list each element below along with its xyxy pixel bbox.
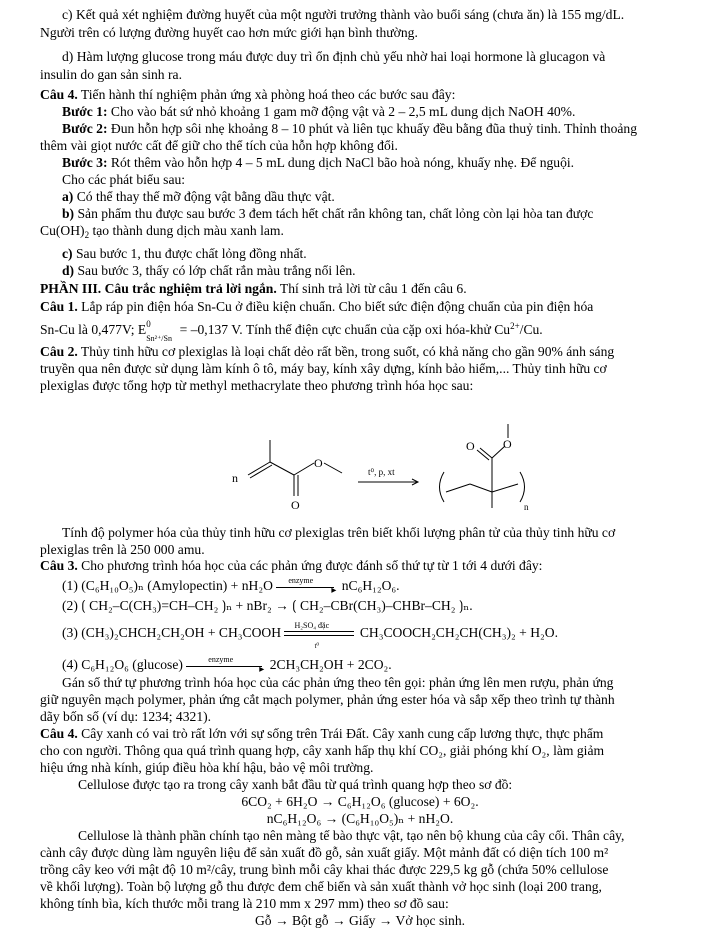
text-line: giữ nguyên mạch polymer, phản ứng cắt mạch polymer, phản ứng ester hóa và sắp xếp theo trình tự thành (40, 692, 615, 707)
text-line: Sn-Cu là 0,477V; E 0 Sn²⁺/Sn = –0,137 V. Tính thế điện cực chuẩn của cặp oxi hóa-khử $Cu^{2+}/Cu$. (40, 319, 543, 343)
text-line: c) Kết quả xét nghiệm đường huyết của một người trưởng thành vào buổi sáng (chưa ăn) là 155 mg/dL. (62, 7, 625, 22)
part3-question-3: Câu 3. Cho phương trình hóa học của các phản ứng được đánh số thứ tự từ 1 tới 4 dưới đây: (40, 558, 543, 573)
text-line: về khối lượng). Toàn bộ lượng gỗ thu được đem chế biến và sản xuất thành vở học sinh (loại 200 trang, (40, 879, 602, 894)
text-line: thêm vài giọt nước cất để giữ cho thể tích của hỗn hợp không đổi. (40, 138, 398, 153)
arrow-equilibrium: H₂SO₄ đặc t⁰ (284, 627, 356, 641)
statement-d: d) Sau bước 3, thấy có lớp chất rắn màu trắng nổi lên. (62, 263, 356, 278)
text-line: Cellulose là thành phần chính tạo nên màng tế bào thực vật, tạo nên bộ khung của cây cối. Thân cây, (78, 828, 625, 843)
part3-question-4: Câu 4. Cây xanh có vai trò rất lớn với sự sống trên Trái Đất. Cây xanh cung cấp lương thực, thực phẩm (40, 726, 604, 741)
n-coefficient: n (232, 471, 238, 485)
question-4-heading: Câu 4. Tiến hành thí nghiệm phản ứng xà phòng hoá theo các bước sau đây: (40, 87, 456, 102)
text-line: Gán số thứ tự phương trình hóa học của các phản ứng theo tên gọi: phản ứng lên men rượu, phản ứng (62, 675, 614, 690)
step-1: Bước 1: Cho vào bát sứ nhỏ khoảng 1 gam mỡ động vật và 2 – 2,5 mL dung dịch NaOH 40%. (62, 104, 576, 119)
text-line: cành cây được dùng làm nguyên liệu để sản xuất đồ gỗ, sản xuất giấy. Một mảnh đất có diện tích 100 m² (40, 845, 609, 860)
reaction-arrow (358, 479, 418, 485)
text-line: Người trên có lượng đường huyết cao hơn mức giới hạn bình thường. (40, 25, 418, 40)
ether-oxygen-left: O (314, 456, 323, 470)
statement-b: b) Sản phẩm thu được sau bước 3 đem tách hết chất rắn không tan, chất lỏng còn lại hòa tan được (62, 206, 594, 221)
polymer-structure (440, 424, 525, 508)
text-line: Cellulose được tạo ra trong cây xanh bắt đầu từ quá trình quang hợp theo sơ đồ: (78, 777, 513, 792)
equation-cellulose: nC₆H₁₂O₆ → (C₆H₁₀O₅)ₙ + nH₂O. (266, 811, 454, 826)
text-line: hiệu ứng nhà kính, giúp điều hòa khí hậu, bảo vệ môi trường. (40, 760, 374, 775)
part3-question-1: Câu 1. Lắp ráp pin điện hóa Sn-Cu ở điều kiện chuẩn. Cho biết sức điện động chuẩn của pin điện hóa (40, 299, 594, 314)
carbonyl-oxygen-left: O (291, 498, 300, 512)
ether-oxygen-right: O (503, 437, 512, 451)
step-2: Bước 2: Đun hỗn hợp sôi nhẹ khoảng 8 – 10 phút và liên tục khuấy đều bằng đũa thuỷ tinh. Thỉnh thoảng (62, 121, 637, 136)
part3-question-2: Câu 2. Thủy tinh hữu cơ plexiglas là loại chất dẻo rất bền, trong suốt, có khả năng cho gần 90% ánh sáng (40, 344, 615, 359)
text-line: $Cu(OH)_2$ tạo thành dung dịch màu xanh lam. (40, 223, 284, 240)
carbonyl-oxygen-right: O (466, 439, 475, 453)
text-line: Tính độ polymer hóa của thủy tinh hữu cơ plexiglas trên biết khối lượng phân tử của thủy tinh hữu cơ (62, 525, 616, 540)
text-line: insulin do gan sản sinh ra. (40, 67, 182, 82)
statement-a: a) Có thể thay thế mỡ động vật bằng dầu thực vật. (62, 189, 335, 204)
reaction-4: (4) C₆H₁₂O₆ (glucose) enzyme ▸ 2CH₃CH₂OH + 2CO₂. (62, 654, 392, 675)
equation-photosynthesis: 6CO₂ + 6H₂O → C₆H₁₂O₆ (glucose) + 6O₂. (241, 794, 479, 809)
production-chain: Gỗ → Bột gỗ → Giấy → Vở học sinh. (254, 913, 466, 928)
part-3-heading: PHẦN III. Câu trắc nghiệm trả lời ngắn. Thí sinh trả lời từ câu 1 đến câu 6. (40, 281, 467, 296)
arrow-enzyme-1: enzyme ▸ (276, 581, 338, 593)
step-3: Bước 3: Rót thêm vào hỗn hợp 4 – 5 mL dung dịch NaCl bão hoà nóng, khuấy nhẹ. Để nguội. (62, 155, 575, 170)
reaction-2: (2) ⟮ CH₂–C(CH₃)=CH–CH₂ ⟯ₙ + nBr₂ → ⟮ CH₂–CBr(CH₃)–CHBr–CH₂ ⟯ₙ. (62, 598, 473, 613)
reaction-3: (3) (CH₃)₂CHCH₂CH₂OH + CH₃COOH H₂SO₄ đặc t⁰ CH₃COOCH₂CH₂CH(CH₃)₂ + H₂O. (62, 620, 558, 650)
text-line: cho con người. Thông qua quá trình quang hợp, cây xanh hấp thụ khí CO₂, giải phóng khí O₂, làm giảm (40, 743, 605, 758)
arrow-enzyme-4: enzyme ▸ (186, 660, 266, 672)
polymer-n-subscript: n (524, 502, 529, 512)
reaction-1: (1) (C₆H₁₀O₅)ₙ (Amylopectin) + nH₂O enzyme ▸ nC₆H₁₂O₆. (62, 575, 400, 596)
text-line: dãy bốn số (ví dụ: 1234; 4321). (40, 709, 212, 724)
text-line: plexiglas trên là 250 000 amu. (40, 542, 205, 557)
text-line: plexiglas được tổng hợp từ methyl methacrylate theo phương trình hóa học sau: (40, 378, 474, 393)
text-line: không tính bìa, kích thước mỗi trang là 210 mm x 297 mm) theo sơ đồ sau: (40, 896, 449, 911)
reaction-conditions: t⁰, p, xt (368, 467, 395, 477)
text-line: trồng cây keo với mật độ 10 m²/cây, trung bình mỗi cây khai thác được 229,5 kg gỗ (chứa 50% cellulose (40, 862, 609, 877)
text-line: d) Hàm lượng glucose trong máu được duy trì ổn định chủ yếu nhờ hai loại hormone là glucagon và (62, 49, 606, 64)
text-line: truyền qua nên được sử dụng làm kính ô tô, máy bay, kính xây dựng, kính bảo hiểm,... Thủy tinh hữu cơ (40, 361, 607, 376)
polymerization-scheme (230, 420, 560, 520)
monomer-structure (248, 440, 342, 496)
statement-c: c) Sau bước 1, thu được chất lỏng đồng nhất. (62, 246, 307, 261)
statements-intro: Cho các phát biểu sau: (62, 172, 186, 187)
